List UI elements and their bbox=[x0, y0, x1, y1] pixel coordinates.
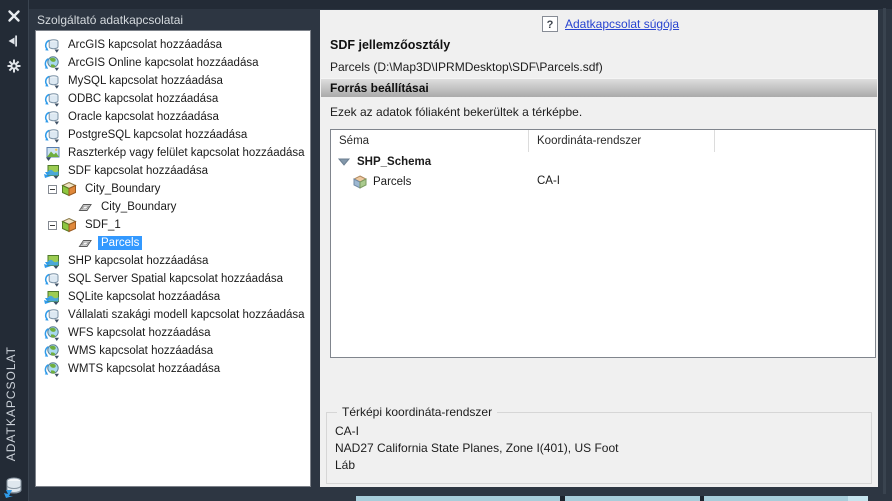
column-header-coordsys[interactable]: Koordináta-rendszer bbox=[529, 130, 715, 152]
source-settings-header: Forrás beállításai bbox=[321, 78, 877, 97]
coordinate-system-line: NAD27 California State Planes, Zone I(401), US Foot bbox=[335, 441, 619, 455]
feature-class-path: Parcels (D:\Map3D\IPRMDesktop\SDF\Parcels.sdf) bbox=[330, 60, 603, 74]
provider-list-title: Szolgáltató adatkapcsolatai bbox=[37, 13, 184, 27]
item-label: ArcGIS kapcsolat hozzáadása bbox=[68, 39, 223, 51]
database-connection-icon bbox=[44, 109, 60, 125]
detail-panel bbox=[320, 10, 878, 487]
coordinate-system-line: CA-I bbox=[335, 424, 359, 438]
provider-list-item[interactable] bbox=[36, 90, 310, 108]
database-connection-icon bbox=[44, 271, 60, 287]
file-connection-icon bbox=[44, 253, 60, 269]
item-label: WMS kapcsolat hozzáadása bbox=[68, 345, 214, 357]
layer-icon bbox=[77, 199, 93, 215]
tree-item[interactable] bbox=[36, 180, 310, 198]
svg-text:?: ? bbox=[546, 19, 554, 31]
item-label: SDF_1 bbox=[85, 219, 121, 231]
feature-row[interactable] bbox=[331, 172, 875, 192]
feature-cube-icon bbox=[353, 175, 367, 189]
collapse-toggle-icon[interactable] bbox=[48, 185, 57, 194]
data-connect-database-icon bbox=[3, 476, 25, 498]
provider-list-item[interactable] bbox=[36, 108, 310, 126]
provider-list-item[interactable] bbox=[36, 360, 310, 378]
item-label: WMTS kapcsolat hozzáadása bbox=[68, 363, 221, 375]
coordinate-system-line: Láb bbox=[335, 458, 356, 472]
item-label: SDF kapcsolat hozzáadása bbox=[68, 165, 208, 177]
database-connection-icon bbox=[44, 127, 60, 143]
titlebar-strip bbox=[29, 0, 892, 9]
provider-list-item[interactable] bbox=[36, 36, 310, 54]
map-coordinate-system-legend: Térképi koordináta-rendszer bbox=[337, 405, 497, 419]
database-connection-icon bbox=[44, 73, 60, 89]
item-label: MySQL kapcsolat hozzáadása bbox=[68, 75, 223, 87]
status-strip-highlight bbox=[848, 496, 868, 501]
layer-icon bbox=[77, 235, 93, 251]
item-label: Raszterkép vagy felület kapcsolat hozzáadása bbox=[68, 147, 305, 159]
file-connection-icon bbox=[44, 289, 60, 305]
sdf-cube-icon bbox=[61, 181, 77, 197]
coordinate-system-value: CA-I bbox=[537, 175, 560, 187]
status-strip bbox=[356, 496, 868, 501]
provider-list-item[interactable] bbox=[36, 72, 310, 90]
close-icon[interactable] bbox=[6, 8, 22, 24]
help-link[interactable]: Adatkapcsolat súgója bbox=[565, 17, 680, 31]
provider-list[interactable] bbox=[35, 30, 311, 487]
row-name: Parcels bbox=[373, 176, 412, 188]
provider-list-item[interactable] bbox=[36, 126, 310, 144]
schema-row[interactable] bbox=[331, 152, 875, 172]
raster-connection-icon bbox=[44, 145, 60, 161]
item-label: Oracle kapcsolat hozzáadása bbox=[68, 111, 219, 123]
tree-item[interactable] bbox=[36, 198, 310, 216]
provider-list-item[interactable] bbox=[36, 342, 310, 360]
file-connection-icon bbox=[44, 163, 60, 179]
provider-list-item[interactable] bbox=[36, 162, 310, 180]
palette-sidebar bbox=[0, 0, 29, 501]
schema-table[interactable] bbox=[330, 129, 876, 358]
item-label: ArcGIS Online kapcsolat hozzáadása bbox=[68, 57, 259, 69]
column-header-empty bbox=[715, 130, 875, 152]
collapse-toggle-icon[interactable] bbox=[48, 221, 57, 230]
globe-connection-icon bbox=[44, 361, 60, 377]
map-coordinate-system-group bbox=[326, 405, 872, 484]
item-label: PostgreSQL kapcsolat hozzáadása bbox=[68, 129, 248, 141]
provider-list-item[interactable] bbox=[36, 144, 310, 162]
provider-list-item[interactable] bbox=[36, 252, 310, 270]
tree-item[interactable] bbox=[36, 234, 310, 252]
feature-class-title: SDF jellemzőosztály bbox=[330, 38, 451, 52]
column-header-schema[interactable]: Séma bbox=[331, 130, 529, 152]
item-label: City_Boundary bbox=[101, 201, 177, 213]
status-strip-notch bbox=[560, 496, 565, 501]
item-label: SQLite kapcsolat hozzáadása bbox=[68, 291, 221, 303]
help-row bbox=[542, 16, 679, 32]
item-label: SHP kapcsolat hozzáadása bbox=[68, 255, 209, 267]
window-edge bbox=[883, 8, 886, 494]
globe-connection-icon bbox=[44, 55, 60, 71]
database-connection-icon bbox=[44, 91, 60, 107]
help-icon bbox=[542, 16, 558, 32]
source-note: Ezek az adatok fóliaként bekerültek a térképbe. bbox=[330, 105, 583, 119]
item-label: ODBC kapcsolat hozzáadása bbox=[68, 93, 219, 105]
auto-hide-pin-icon[interactable] bbox=[6, 33, 22, 49]
provider-list-item[interactable] bbox=[36, 270, 310, 288]
row-name: SHP_Schema bbox=[357, 156, 432, 168]
palette-title-vertical: ADATKAPCSOLAT bbox=[4, 345, 18, 461]
provider-list-item[interactable] bbox=[36, 54, 310, 72]
item-label: SQL Server Spatial kapcsolat hozzáadása bbox=[68, 273, 284, 285]
globe-connection-icon bbox=[44, 325, 60, 341]
provider-list-item[interactable] bbox=[36, 324, 310, 342]
globe-connection-icon bbox=[44, 343, 60, 359]
properties-gear-icon[interactable] bbox=[6, 58, 22, 74]
provider-list-item[interactable] bbox=[36, 306, 310, 324]
schema-table-header bbox=[331, 130, 875, 152]
item-label: Vállalati szakági modell kapcsolat hozzáadása bbox=[68, 309, 305, 321]
database-connection-icon bbox=[44, 37, 60, 53]
database-connection-icon bbox=[44, 307, 60, 323]
provider-list-item[interactable] bbox=[36, 288, 310, 306]
item-label: WFS kapcsolat hozzáadása bbox=[68, 327, 211, 339]
item-label: City_Boundary bbox=[85, 183, 161, 195]
status-strip-notch bbox=[700, 496, 704, 501]
sdf-cube-icon bbox=[61, 217, 77, 233]
selected-item-label: Parcels bbox=[98, 236, 142, 250]
expanded-triangle-icon bbox=[337, 155, 351, 169]
tree-item[interactable] bbox=[36, 216, 310, 234]
